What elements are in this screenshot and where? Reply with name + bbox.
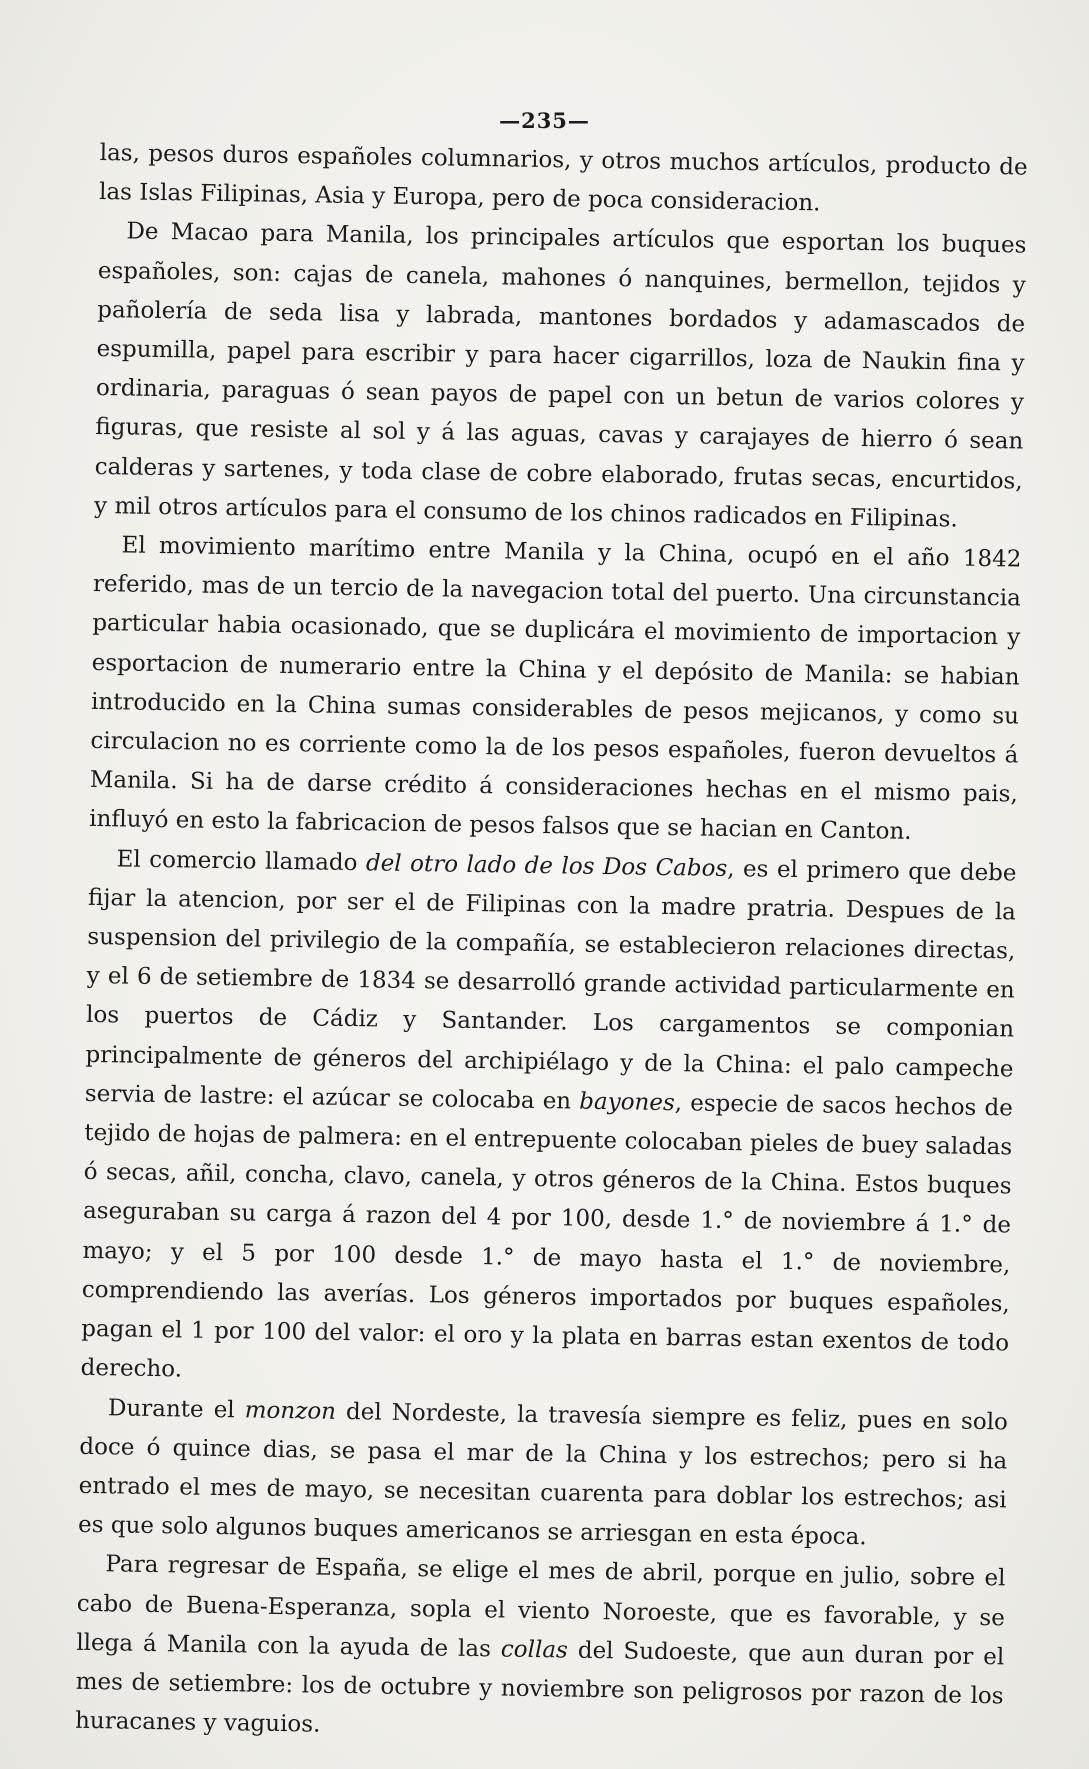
paragraph-text: del Sudoeste, que aun duran por el mes de setiembre: los de octubre y noviembre son peligrosos por razon de los huracanes y vaguios. bbox=[74, 1637, 1005, 1738]
page-number: —235— bbox=[499, 108, 590, 133]
paragraph-text: , especie de sacos hechos de tejido de hojas de palmera: en el entrepuente colocaban pieles de buey saladas ó secas, añil, concha, clavo, canela, y otros géneros de la China. Estos buques aseguraban su carga á razon del 4 por 100, desde 1.° de noviembre á 1.° de mayo; y el 5 por 100 desde 1.° de mayo hasta el 1.° de noviembre, comprendiendo las averías. Los géneros importados por buques españoles, pagan el 1 por 100 del valor: el oro y la plata en barras estan exentos de todo derecho. bbox=[80, 1090, 1014, 1383]
italic-phrase: monzon bbox=[244, 1396, 337, 1425]
paragraph bbox=[99, 134, 1028, 227]
paragraph-text: Durante el bbox=[107, 1394, 245, 1423]
italic-phrase: del otro lado de los Dos Cabos bbox=[365, 849, 728, 882]
paragraph-text: , es el primero que debe fijar la atencion, por ser el de Filipinas con la madre pratria. Despues de la suspension del privilegio de la compañía, se establecieron relaciones directas, y el 6 de setiembre de 1834 se desarrolló grande actividad particularmente en los puertos de Cádiz y Santander. Los cargamentos se componian principalmente de géneros del archipiélago y de la China: el palo campeche servia de lastre: el azúcar se colocaba en bbox=[84, 855, 1017, 1115]
paragraph-text: Para regresar de España, se elige el mes de abril, porque en julio, sobre el cabo de Buena-Esperanza, sopla el viento Noroeste, que es favorable, y se llega á Manila con la ayuda de las bbox=[76, 1551, 1006, 1663]
paragraph-text: las, pesos duros españoles columnarios, y otros muchos artículos, producto de las Islas Filipinas, Asia y Europa, pero de poca consideracion. bbox=[98, 139, 1028, 217]
paragraph-text: De Macao para Manila, los principales artículos que esportan los buques españoles, son: cajas de canela, mahones ó nanquines, bermellon, tejidos y pañolería de seda lisa y labrada, mantones bordados y adamascados de espumilla, papel para escribir y para hacer cigarrillos, loza de Naukin fina y ordinaria, paraguas ó sean payos de papel con un betun de varios colores y figuras, que resiste al sol y á las aguas, cavas y carajayes de hierro ó sean calderas y sartenes, y toda clase de cobre elaborado, frutas secas, encurtidos, y mil otros artículos para el consumo de los chinos radicados en Filipinas. bbox=[93, 218, 1027, 533]
paragraph bbox=[75, 1545, 1006, 1756]
paragraph bbox=[89, 526, 1022, 854]
paragraph-text: El comercio llamado bbox=[116, 846, 367, 876]
paragraph bbox=[78, 1388, 1008, 1559]
body-text bbox=[75, 134, 1028, 1756]
paragraph-text: El movimiento marítimo entre Manila y la China, ocupó en el año 1842 referido, mas de un tercio de la navegacion total del puerto. Una circunstancia particular habia ocasionado, que se duplicára el movimiento de importacion y esportacion de numerario entre la China y el depósito de Manila: se habian introducido en la China sumas considerables de pesos mejicanos, y como su circulacion no es corriente como la de los pesos españoles, fueron devueltos á Manila. Si ha de darse crédito á consideraciones hechas en el mismo pais, influyó en esto la fabricacion de pesos falsos que se hacian en Canton. bbox=[89, 532, 1022, 846]
paragraph bbox=[80, 840, 1017, 1403]
paragraph bbox=[94, 212, 1027, 540]
italic-phrase: bayones bbox=[579, 1088, 675, 1117]
italic-phrase: collas bbox=[500, 1636, 569, 1664]
paragraph-text: del Nordeste, la travesía siempre es feliz, pues en solo doce ó quince dias, se pasa el mar de la China y los estrechos; pero si ha entrado el mes de mayo, se necesitan cuarenta para doblar los estrechos; asi es que solo algunos buques americanos se arriesgan en esta época. bbox=[77, 1398, 1009, 1551]
